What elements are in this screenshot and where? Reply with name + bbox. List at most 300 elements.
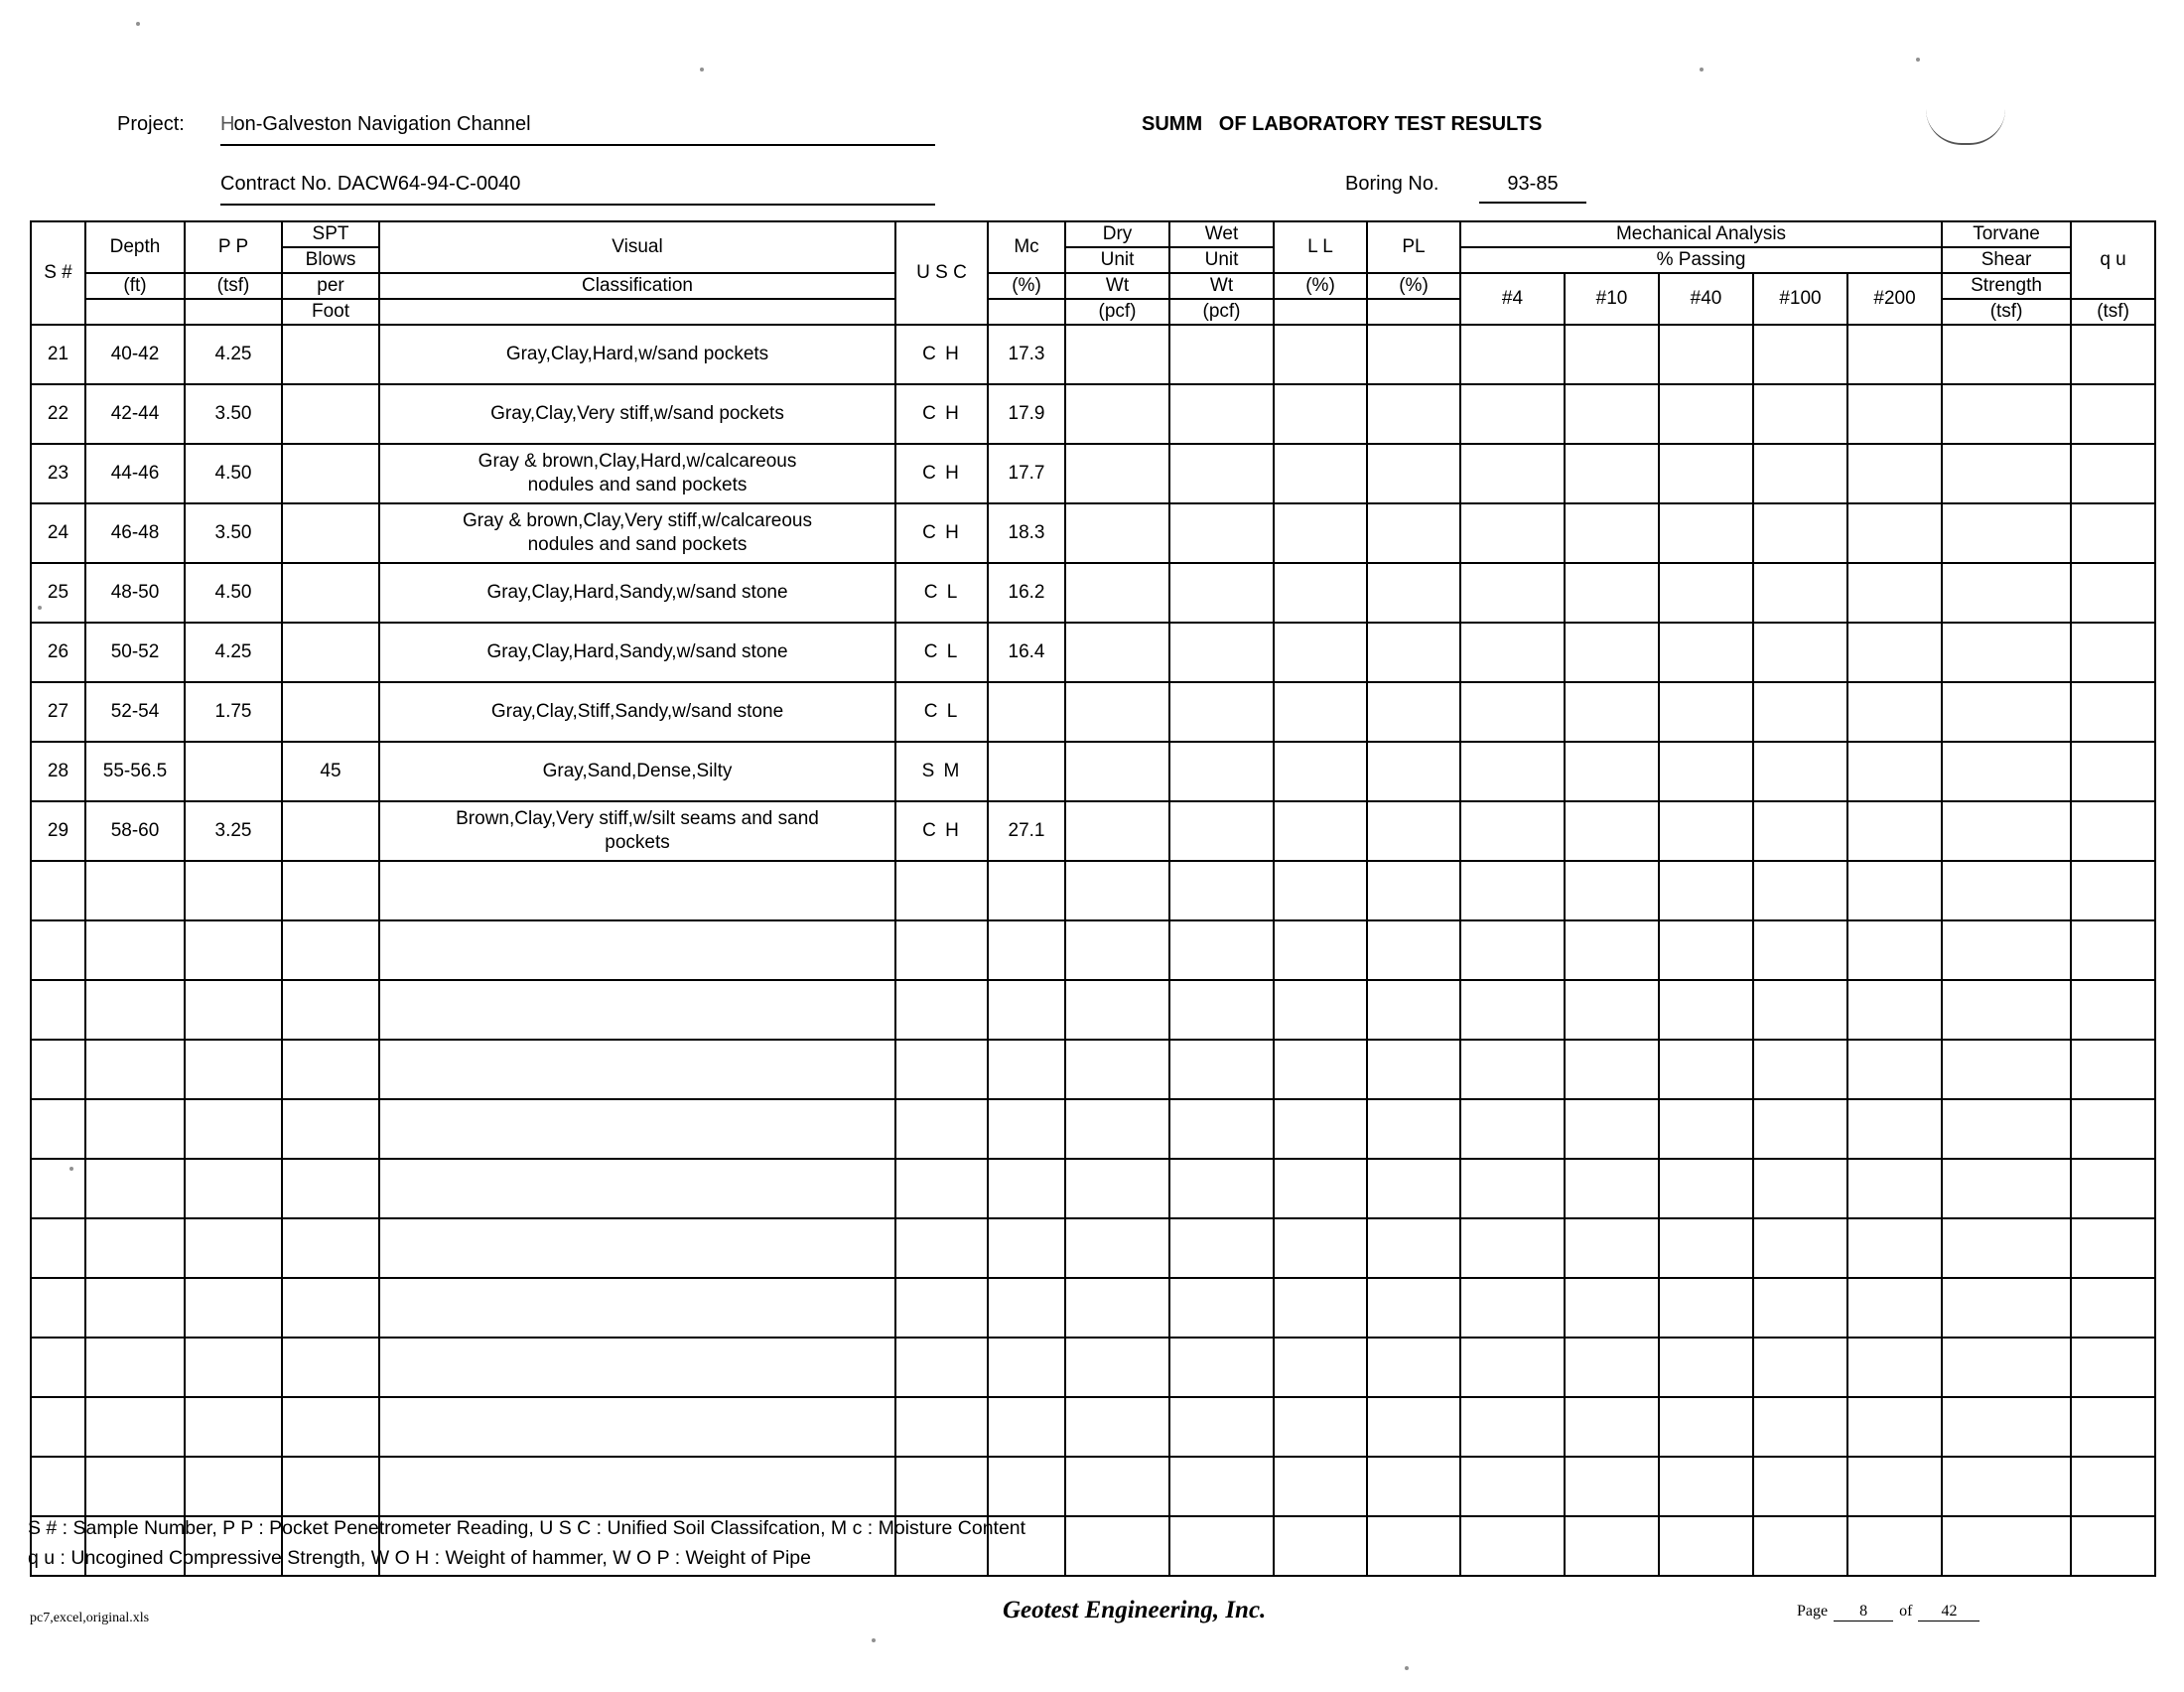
cell-visual: Gray,Clay,Hard,w/sand pockets bbox=[379, 325, 895, 384]
cell-mc bbox=[988, 1457, 1065, 1516]
cell-sieve-10 bbox=[1565, 325, 1659, 384]
cell-sieve-100 bbox=[1753, 384, 1847, 444]
col-pl: PL bbox=[1367, 221, 1460, 273]
cell-pp bbox=[185, 1099, 282, 1159]
cell-dry-unit-wt bbox=[1065, 1397, 1169, 1457]
cell-qu bbox=[2071, 1278, 2155, 1338]
cell-visual: Gray,Sand,Dense,Silty bbox=[379, 742, 895, 801]
cell-torvane bbox=[1942, 801, 2071, 861]
cell-visual: Gray,Clay,Stiff,Sandy,w/sand stone bbox=[379, 682, 895, 742]
cell-usc: C L bbox=[895, 563, 988, 623]
cell-depth: 48-50 bbox=[85, 563, 185, 623]
cell-mc bbox=[988, 742, 1065, 801]
cell-sieve-4 bbox=[1460, 1516, 1565, 1576]
col-depth-blank bbox=[85, 299, 185, 325]
cell-sample bbox=[31, 1457, 85, 1516]
cell-sample bbox=[31, 861, 85, 920]
cell-dry-unit-wt bbox=[1065, 1338, 1169, 1397]
cell-sieve-200 bbox=[1847, 563, 1942, 623]
col-wet-line2: Unit bbox=[1169, 247, 1274, 273]
cell-qu bbox=[2071, 801, 2155, 861]
col-sieve-100: #100 bbox=[1753, 273, 1847, 325]
cell-sieve-100 bbox=[1753, 1099, 1847, 1159]
cell-ll bbox=[1274, 1457, 1367, 1516]
table-body bbox=[31, 325, 2155, 1576]
cell-pl bbox=[1367, 503, 1460, 563]
cell-spt bbox=[282, 861, 379, 920]
cell-depth bbox=[85, 1040, 185, 1099]
cell-dry-unit-wt bbox=[1065, 920, 1169, 980]
cell-torvane bbox=[1942, 1338, 2071, 1397]
cell-usc bbox=[895, 861, 988, 920]
cell-sample: 27 bbox=[31, 682, 85, 742]
cell-visual bbox=[379, 980, 895, 1040]
cell-dry-unit-wt bbox=[1065, 444, 1169, 503]
cell-sieve-100 bbox=[1753, 980, 1847, 1040]
cell-ll bbox=[1274, 503, 1367, 563]
cell-sieve-40 bbox=[1659, 563, 1753, 623]
table-row bbox=[31, 1040, 2155, 1099]
cell-ll bbox=[1274, 325, 1367, 384]
col-visual-blank bbox=[379, 299, 895, 325]
cell-visual bbox=[379, 861, 895, 920]
table-row bbox=[31, 563, 2155, 623]
cell-wet-unit-wt bbox=[1169, 503, 1274, 563]
cell-wet-unit-wt bbox=[1169, 861, 1274, 920]
cell-usc: C H bbox=[895, 444, 988, 503]
cell-dry-unit-wt bbox=[1065, 861, 1169, 920]
header-row bbox=[31, 273, 2155, 299]
col-dry-line3: Wt bbox=[1065, 273, 1169, 299]
cell-visual: Gray,Clay,Hard,Sandy,w/sand stone bbox=[379, 563, 895, 623]
cell-wet-unit-wt bbox=[1169, 1338, 1274, 1397]
legend-line-1: S # : Sample Number, P P : Pocket Penetrometer Reading, U S C : Unified Soil Classifcation, M c : Moisture Content bbox=[28, 1517, 1026, 1539]
cell-usc bbox=[895, 1278, 988, 1338]
cell-depth bbox=[85, 1099, 185, 1159]
cell-qu bbox=[2071, 682, 2155, 742]
cell-sieve-10 bbox=[1565, 920, 1659, 980]
cell-pp: 4.50 bbox=[185, 563, 282, 623]
cell-qu bbox=[2071, 1159, 2155, 1218]
cell-usc bbox=[895, 1397, 988, 1457]
project-value-text: on-Galveston Navigation Channel bbox=[233, 113, 531, 135]
cell-spt bbox=[282, 920, 379, 980]
cell-qu bbox=[2071, 1516, 2155, 1576]
cell-sieve-10 bbox=[1565, 1338, 1659, 1397]
cell-torvane bbox=[1942, 384, 2071, 444]
cell-ll bbox=[1274, 1099, 1367, 1159]
cell-sieve-4 bbox=[1460, 920, 1565, 980]
cell-ll bbox=[1274, 1218, 1367, 1278]
cell-sieve-100 bbox=[1753, 503, 1847, 563]
cell-pl bbox=[1367, 563, 1460, 623]
page-title bbox=[1142, 113, 1542, 136]
table-row bbox=[31, 861, 2155, 920]
table-row bbox=[31, 1278, 2155, 1338]
cell-pl bbox=[1367, 1278, 1460, 1338]
cell-wet-unit-wt bbox=[1169, 325, 1274, 384]
cell-sieve-10 bbox=[1565, 1159, 1659, 1218]
cell-spt bbox=[282, 1457, 379, 1516]
cell-ll bbox=[1274, 1397, 1367, 1457]
cell-sieve-100 bbox=[1753, 1397, 1847, 1457]
col-mc-blank bbox=[988, 299, 1065, 325]
cell-mc: 17.7 bbox=[988, 444, 1065, 503]
cell-sieve-100 bbox=[1753, 1218, 1847, 1278]
cell-pp bbox=[185, 920, 282, 980]
cell-usc bbox=[895, 1099, 988, 1159]
cell-pp: 3.50 bbox=[185, 384, 282, 444]
cell-wet-unit-wt bbox=[1169, 801, 1274, 861]
cell-sieve-200 bbox=[1847, 1338, 1942, 1397]
cell-pl bbox=[1367, 325, 1460, 384]
cell-sample bbox=[31, 980, 85, 1040]
cell-mc bbox=[988, 682, 1065, 742]
cell-sieve-40 bbox=[1659, 1040, 1753, 1099]
cell-spt bbox=[282, 444, 379, 503]
cell-sample bbox=[31, 1397, 85, 1457]
cell-torvane bbox=[1942, 1040, 2071, 1099]
cell-ll bbox=[1274, 444, 1367, 503]
cell-sieve-40 bbox=[1659, 1457, 1753, 1516]
cell-sieve-100 bbox=[1753, 623, 1847, 682]
cell-mc: 17.3 bbox=[988, 325, 1065, 384]
col-qu-unit: (tsf) bbox=[2071, 299, 2155, 325]
cell-usc bbox=[895, 1218, 988, 1278]
cell-sieve-200 bbox=[1847, 920, 1942, 980]
col-torvane-unit: (tsf) bbox=[1942, 299, 2071, 325]
cell-ll bbox=[1274, 563, 1367, 623]
cell-depth bbox=[85, 920, 185, 980]
cell-mc bbox=[988, 1099, 1065, 1159]
cell-qu bbox=[2071, 1040, 2155, 1099]
cell-sieve-200 bbox=[1847, 1397, 1942, 1457]
cell-torvane bbox=[1942, 861, 2071, 920]
cell-depth: 55-56.5 bbox=[85, 742, 185, 801]
cell-spt bbox=[282, 801, 379, 861]
cell-dry-unit-wt bbox=[1065, 325, 1169, 384]
col-spt-line2: Blows bbox=[282, 247, 379, 273]
cell-mc bbox=[988, 1278, 1065, 1338]
cell-sieve-200 bbox=[1847, 623, 1942, 682]
cell-visual: Gray & brown,Clay,Hard,w/calcareous nodules and sand pockets bbox=[379, 444, 895, 503]
cell-pl bbox=[1367, 1457, 1460, 1516]
cell-wet-unit-wt bbox=[1169, 1040, 1274, 1099]
col-dry-line1: Dry bbox=[1065, 221, 1169, 247]
cell-sieve-4 bbox=[1460, 1457, 1565, 1516]
cell-torvane bbox=[1942, 1516, 2071, 1576]
cell-pp bbox=[185, 1397, 282, 1457]
cell-sieve-10 bbox=[1565, 444, 1659, 503]
table-row bbox=[31, 384, 2155, 444]
cell-sample bbox=[31, 1099, 85, 1159]
cell-spt bbox=[282, 1397, 379, 1457]
cell-spt bbox=[282, 1099, 379, 1159]
cell-sieve-10 bbox=[1565, 563, 1659, 623]
col-depth: Depth bbox=[85, 221, 185, 273]
cell-spt bbox=[282, 1040, 379, 1099]
cell-usc bbox=[895, 920, 988, 980]
cell-depth bbox=[85, 980, 185, 1040]
cell-ll bbox=[1274, 1516, 1367, 1576]
cell-pp: 4.25 bbox=[185, 325, 282, 384]
source-file-label: pc7,excel,original.xls bbox=[30, 1611, 150, 1625]
col-torvane-line1: Torvane bbox=[1942, 221, 2071, 247]
cell-wet-unit-wt bbox=[1169, 980, 1274, 1040]
cell-qu bbox=[2071, 325, 2155, 384]
cell-torvane bbox=[1942, 1218, 2071, 1278]
cell-sieve-10 bbox=[1565, 801, 1659, 861]
project-label: Project: bbox=[117, 113, 185, 135]
cell-sieve-40 bbox=[1659, 325, 1753, 384]
cell-sieve-10 bbox=[1565, 1457, 1659, 1516]
cell-sieve-200 bbox=[1847, 1516, 1942, 1576]
cell-sample: 26 bbox=[31, 623, 85, 682]
cell-sieve-200 bbox=[1847, 742, 1942, 801]
page-title-smudge bbox=[1202, 113, 1219, 135]
cell-wet-unit-wt bbox=[1169, 1159, 1274, 1218]
col-usc: U S C bbox=[895, 221, 988, 325]
cell-sieve-40 bbox=[1659, 444, 1753, 503]
cell-visual: Gray,Clay,Very stiff,w/sand pockets bbox=[379, 384, 895, 444]
cell-dry-unit-wt bbox=[1065, 801, 1169, 861]
contract-number: Contract No. DACW64-94-C-0040 bbox=[220, 173, 935, 206]
table-row bbox=[31, 920, 2155, 980]
legend-notes bbox=[28, 1513, 1025, 1573]
cell-sieve-10 bbox=[1565, 503, 1659, 563]
cell-torvane bbox=[1942, 920, 2071, 980]
cell-sieve-4 bbox=[1460, 682, 1565, 742]
scan-speck bbox=[700, 68, 704, 71]
cell-pl bbox=[1367, 742, 1460, 801]
cell-pl bbox=[1367, 1516, 1460, 1576]
col-sample: S # bbox=[31, 221, 85, 325]
col-sieve-200: #200 bbox=[1847, 273, 1942, 325]
cell-torvane bbox=[1942, 503, 2071, 563]
cell-sieve-4 bbox=[1460, 325, 1565, 384]
cell-depth bbox=[85, 1457, 185, 1516]
cell-sieve-10 bbox=[1565, 1099, 1659, 1159]
legend-line-2: q u : Uncogined Compressive Strength, W O H : Weight of hammer, W O P : Weight of Pipe bbox=[28, 1547, 811, 1570]
cell-pp bbox=[185, 1278, 282, 1338]
cell-mc: 16.2 bbox=[988, 563, 1065, 623]
cell-ll bbox=[1274, 1338, 1367, 1397]
cell-wet-unit-wt bbox=[1169, 1099, 1274, 1159]
cell-pp: 4.25 bbox=[185, 623, 282, 682]
cell-dry-unit-wt bbox=[1065, 623, 1169, 682]
cell-depth bbox=[85, 1397, 185, 1457]
cell-sieve-40 bbox=[1659, 920, 1753, 980]
cell-visual bbox=[379, 1099, 895, 1159]
cell-torvane bbox=[1942, 980, 2071, 1040]
cell-sample: 24 bbox=[31, 503, 85, 563]
col-sieve-4: #4 bbox=[1460, 273, 1565, 325]
cell-torvane bbox=[1942, 1397, 2071, 1457]
cell-visual: Gray,Clay,Hard,Sandy,w/sand stone bbox=[379, 623, 895, 682]
col-visual-line1: Visual bbox=[379, 221, 895, 273]
cell-sieve-100 bbox=[1753, 1040, 1847, 1099]
cell-sample: 22 bbox=[31, 384, 85, 444]
cell-spt bbox=[282, 384, 379, 444]
cell-qu bbox=[2071, 1099, 2155, 1159]
cell-dry-unit-wt bbox=[1065, 384, 1169, 444]
cell-sample: 25 bbox=[31, 563, 85, 623]
cell-sieve-200 bbox=[1847, 444, 1942, 503]
cell-dry-unit-wt bbox=[1065, 682, 1169, 742]
cell-pp: 3.50 bbox=[185, 503, 282, 563]
cell-mc: 16.4 bbox=[988, 623, 1065, 682]
cell-pl bbox=[1367, 980, 1460, 1040]
cell-sieve-40 bbox=[1659, 682, 1753, 742]
cell-sieve-200 bbox=[1847, 1040, 1942, 1099]
cell-depth: 58-60 bbox=[85, 801, 185, 861]
cell-depth bbox=[85, 1278, 185, 1338]
col-spt-line1: SPT bbox=[282, 221, 379, 247]
col-dry-unit: (pcf) bbox=[1065, 299, 1169, 325]
cell-spt bbox=[282, 1218, 379, 1278]
cell-spt: 45 bbox=[282, 742, 379, 801]
col-mechanical-percent-passing: % Passing bbox=[1460, 247, 1942, 273]
cell-dry-unit-wt bbox=[1065, 1457, 1169, 1516]
project-value bbox=[220, 113, 935, 146]
cell-ll bbox=[1274, 920, 1367, 980]
cell-visual bbox=[379, 1457, 895, 1516]
cell-ll bbox=[1274, 742, 1367, 801]
cell-dry-unit-wt bbox=[1065, 563, 1169, 623]
cell-sieve-4 bbox=[1460, 861, 1565, 920]
cell-wet-unit-wt bbox=[1169, 563, 1274, 623]
cell-visual: Brown,Clay,Very stiff,w/silt seams and sand pockets bbox=[379, 801, 895, 861]
cell-pl bbox=[1367, 682, 1460, 742]
cell-sieve-100 bbox=[1753, 742, 1847, 801]
cell-qu bbox=[2071, 1338, 2155, 1397]
cell-wet-unit-wt bbox=[1169, 1218, 1274, 1278]
cell-sieve-200 bbox=[1847, 861, 1942, 920]
cell-pl bbox=[1367, 861, 1460, 920]
table-row bbox=[31, 1218, 2155, 1278]
col-torvane-line2: Shear bbox=[1942, 247, 2071, 273]
cell-sieve-100 bbox=[1753, 1338, 1847, 1397]
cell-sample: 21 bbox=[31, 325, 85, 384]
col-mechanical-analysis: Mechanical Analysis bbox=[1460, 221, 1942, 247]
cell-wet-unit-wt bbox=[1169, 682, 1274, 742]
col-sieve-10: #10 bbox=[1565, 273, 1659, 325]
page-title-prefix: SUMM bbox=[1142, 113, 1203, 135]
cell-depth: 50-52 bbox=[85, 623, 185, 682]
cell-wet-unit-wt bbox=[1169, 1397, 1274, 1457]
table-row bbox=[31, 503, 2155, 563]
col-mc: Mc bbox=[988, 221, 1065, 273]
table-row bbox=[31, 980, 2155, 1040]
cell-torvane bbox=[1942, 1278, 2071, 1338]
cell-usc bbox=[895, 1159, 988, 1218]
cell-sieve-4 bbox=[1460, 1040, 1565, 1099]
cell-sieve-4 bbox=[1460, 503, 1565, 563]
cell-sieve-4 bbox=[1460, 1338, 1565, 1397]
cell-qu bbox=[2071, 1218, 2155, 1278]
cell-sieve-200 bbox=[1847, 980, 1942, 1040]
cell-mc bbox=[988, 1397, 1065, 1457]
cell-torvane bbox=[1942, 1099, 2071, 1159]
col-visual-line2: Classification bbox=[379, 273, 895, 299]
cell-torvane bbox=[1942, 563, 2071, 623]
scan-speck bbox=[872, 1638, 876, 1642]
cell-wet-unit-wt bbox=[1169, 1278, 1274, 1338]
cell-sieve-40 bbox=[1659, 1099, 1753, 1159]
cell-sieve-200 bbox=[1847, 801, 1942, 861]
cell-dry-unit-wt bbox=[1065, 1159, 1169, 1218]
cell-sieve-10 bbox=[1565, 861, 1659, 920]
cell-usc bbox=[895, 980, 988, 1040]
boring-number: 93-85 bbox=[1479, 173, 1586, 204]
cell-sieve-100 bbox=[1753, 1159, 1847, 1218]
cell-pl bbox=[1367, 444, 1460, 503]
col-pp-blank bbox=[185, 299, 282, 325]
cell-usc: C H bbox=[895, 503, 988, 563]
cell-sieve-200 bbox=[1847, 1099, 1942, 1159]
cell-sieve-4 bbox=[1460, 1159, 1565, 1218]
cell-dry-unit-wt bbox=[1065, 742, 1169, 801]
cell-sieve-200 bbox=[1847, 325, 1942, 384]
col-wet-unit: (pcf) bbox=[1169, 299, 1274, 325]
cell-pp: 4.50 bbox=[185, 444, 282, 503]
cell-pp bbox=[185, 861, 282, 920]
cell-spt bbox=[282, 325, 379, 384]
cell-sieve-100 bbox=[1753, 444, 1847, 503]
cell-sieve-200 bbox=[1847, 384, 1942, 444]
cell-sample bbox=[31, 1278, 85, 1338]
cell-usc: C L bbox=[895, 682, 988, 742]
cell-torvane bbox=[1942, 1159, 2071, 1218]
cell-ll bbox=[1274, 623, 1367, 682]
page-indicator bbox=[1797, 1603, 1985, 1622]
cell-spt bbox=[282, 1159, 379, 1218]
cell-qu bbox=[2071, 623, 2155, 682]
cell-sieve-10 bbox=[1565, 1278, 1659, 1338]
cell-sieve-40 bbox=[1659, 623, 1753, 682]
cell-sieve-40 bbox=[1659, 801, 1753, 861]
table-row bbox=[31, 801, 2155, 861]
col-pp: P P bbox=[185, 221, 282, 273]
cell-usc: C H bbox=[895, 384, 988, 444]
cell-sieve-40 bbox=[1659, 1218, 1753, 1278]
col-wet-line3: Wt bbox=[1169, 273, 1274, 299]
col-torvane-line3: Strength bbox=[1942, 273, 2071, 299]
cell-usc bbox=[895, 1040, 988, 1099]
cell-wet-unit-wt bbox=[1169, 444, 1274, 503]
cell-ll bbox=[1274, 682, 1367, 742]
cell-torvane bbox=[1942, 682, 2071, 742]
col-wet-line1: Wet bbox=[1169, 221, 1274, 247]
cell-torvane bbox=[1942, 623, 2071, 682]
col-sieve-40: #40 bbox=[1659, 273, 1753, 325]
cell-spt bbox=[282, 1278, 379, 1338]
boring-label: Boring No. bbox=[1345, 173, 1439, 195]
table-row bbox=[31, 742, 2155, 801]
cell-mc bbox=[988, 861, 1065, 920]
cell-dry-unit-wt bbox=[1065, 1218, 1169, 1278]
cell-ll bbox=[1274, 861, 1367, 920]
of-label: of bbox=[1899, 1603, 1913, 1620]
cell-depth bbox=[85, 861, 185, 920]
cell-ll bbox=[1274, 1159, 1367, 1218]
cell-pp bbox=[185, 1338, 282, 1397]
cell-pl bbox=[1367, 1397, 1460, 1457]
col-depth-unit: (ft) bbox=[85, 273, 185, 299]
page-label: Page bbox=[1797, 1603, 1829, 1620]
cell-sieve-4 bbox=[1460, 444, 1565, 503]
lab-results-table bbox=[30, 220, 2156, 1577]
